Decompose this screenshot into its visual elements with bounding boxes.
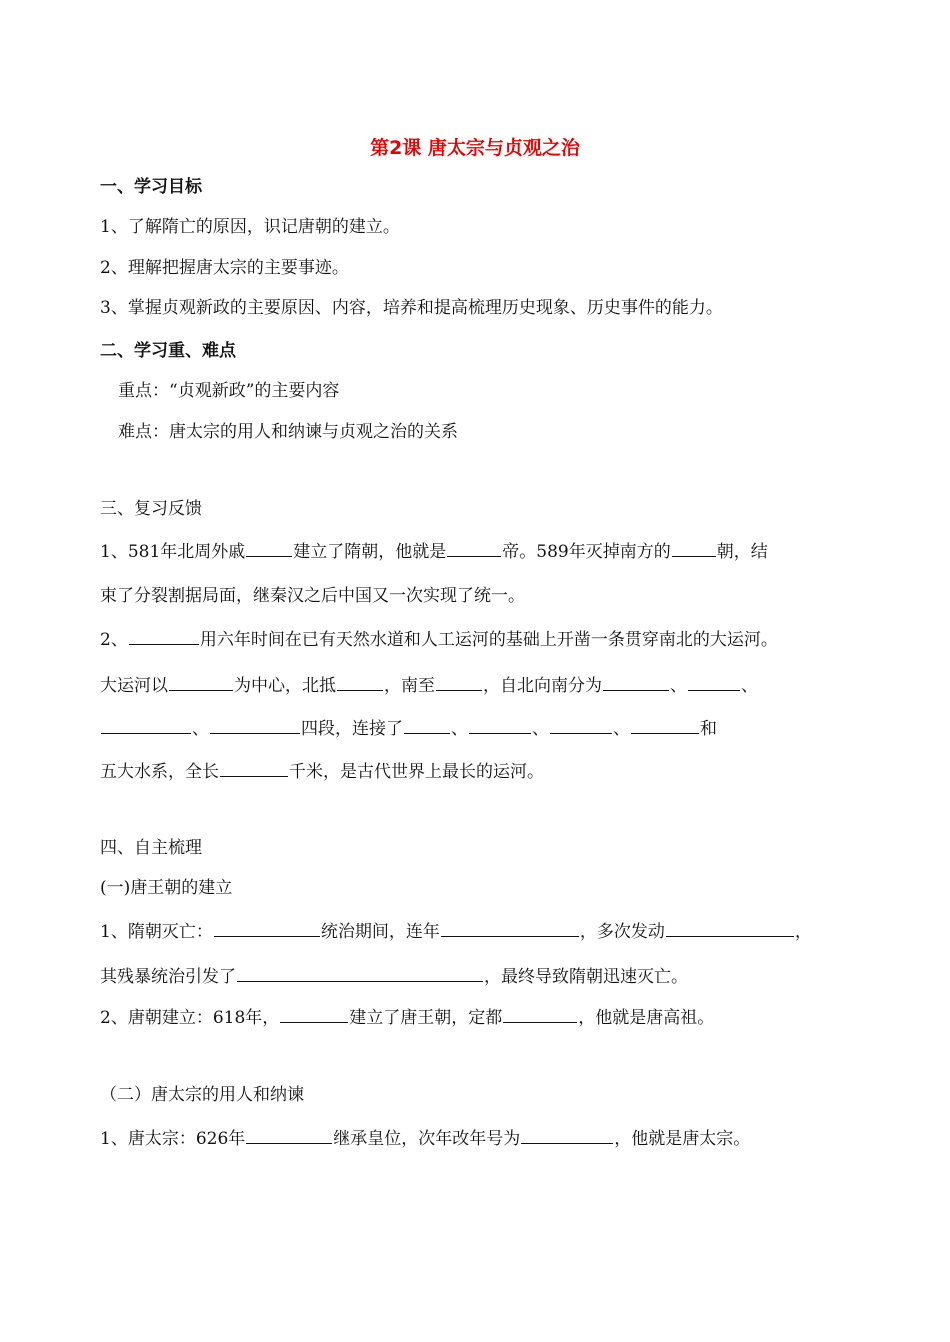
review-question-1-cont: 束了分裂割据局面，继秦汉之后中国又一次实现了统一。 — [100, 586, 525, 606]
fill-blank[interactable] — [469, 717, 531, 734]
fill-blank[interactable] — [404, 717, 450, 734]
fill-blank[interactable] — [672, 540, 716, 557]
review-question-2-cont: 五大水系，全长 千米，是古代世界上最长的运河。 — [100, 762, 544, 782]
difficult-point: 难点：唐太宗的用人和纳谏与贞观之治的关系 — [118, 422, 458, 442]
review-question-2-cont: 大运河以 为中心，北抵 ，南至 ，自北向南分为 、 、 — [100, 676, 758, 696]
fill-blank[interactable] — [101, 717, 191, 734]
self-review-question-1: 1、隋朝灭亡： 统治期间，连年 ，多次发动 ， — [100, 922, 812, 942]
page-title: 第2课 唐太宗与贞观之治 — [370, 137, 580, 159]
fill-blank[interactable] — [246, 540, 292, 557]
fill-blank[interactable] — [550, 717, 612, 734]
fill-blank[interactable] — [246, 1127, 332, 1144]
fill-blank[interactable] — [666, 920, 794, 937]
review-question-1: 1、581年北周外戚 建立了隋朝，他就是 帝。589年灭掉南方的 朝，结 — [100, 542, 768, 562]
section-heading-objectives: 一、学习目标 — [100, 177, 202, 197]
fill-blank[interactable] — [688, 674, 740, 691]
fill-blank[interactable] — [280, 1006, 348, 1023]
fill-blank[interactable] — [521, 1127, 613, 1144]
self-review-question-3: 1、唐太宗：626年 继承皇位，次年改年号为 ，他就是唐太宗。 — [100, 1129, 751, 1149]
section-heading-key-points: 二、学习重、难点 — [100, 341, 236, 361]
review-question-2-cont: 、 四段，连接了 、 、 、 和 — [100, 717, 717, 740]
section-heading-self-review: 四、自主梳理 — [100, 838, 202, 858]
fill-blank[interactable] — [237, 965, 483, 982]
objective-item: 2、理解把握唐太宗的主要事迹。 — [100, 258, 349, 278]
subsection-heading: （二）唐太宗的用人和纳谏 — [100, 1085, 304, 1105]
fill-blank[interactable] — [447, 540, 501, 557]
review-question-2: 2、 用六年时间在已有天然水道和人工运河的基础上开凿一条贯穿南北的大运河。 — [100, 630, 778, 650]
self-review-question-1-cont: 其残暴统治引发了 ，最终导致隋朝迅速灭亡。 — [100, 967, 688, 987]
objective-item: 1、了解隋亡的原因，识记唐朝的建立。 — [100, 217, 400, 237]
key-point: 重点：“贞观新政”的主要内容 — [118, 381, 340, 401]
fill-blank[interactable] — [441, 920, 579, 937]
fill-blank[interactable] — [436, 674, 482, 691]
fill-blank[interactable] — [503, 1006, 577, 1023]
subsection-heading: (一)唐王朝的建立 — [100, 878, 233, 898]
fill-blank[interactable] — [337, 674, 383, 691]
fill-blank[interactable] — [214, 920, 320, 937]
fill-blank[interactable] — [603, 674, 669, 691]
fill-blank[interactable] — [631, 717, 699, 734]
self-review-question-2: 2、唐朝建立：618年， 建立了唐王朝，定都 ，他就是唐高祖。 — [100, 1008, 715, 1028]
fill-blank[interactable] — [129, 628, 199, 645]
fill-blank[interactable] — [220, 760, 288, 777]
objective-item: 3、掌握贞观新政的主要原因、内容，培养和提高梳理历史现象、历史事件的能力。 — [100, 298, 723, 318]
fill-blank[interactable] — [169, 674, 233, 691]
fill-blank[interactable] — [210, 717, 300, 734]
section-heading-review: 三、复习反馈 — [100, 499, 202, 519]
